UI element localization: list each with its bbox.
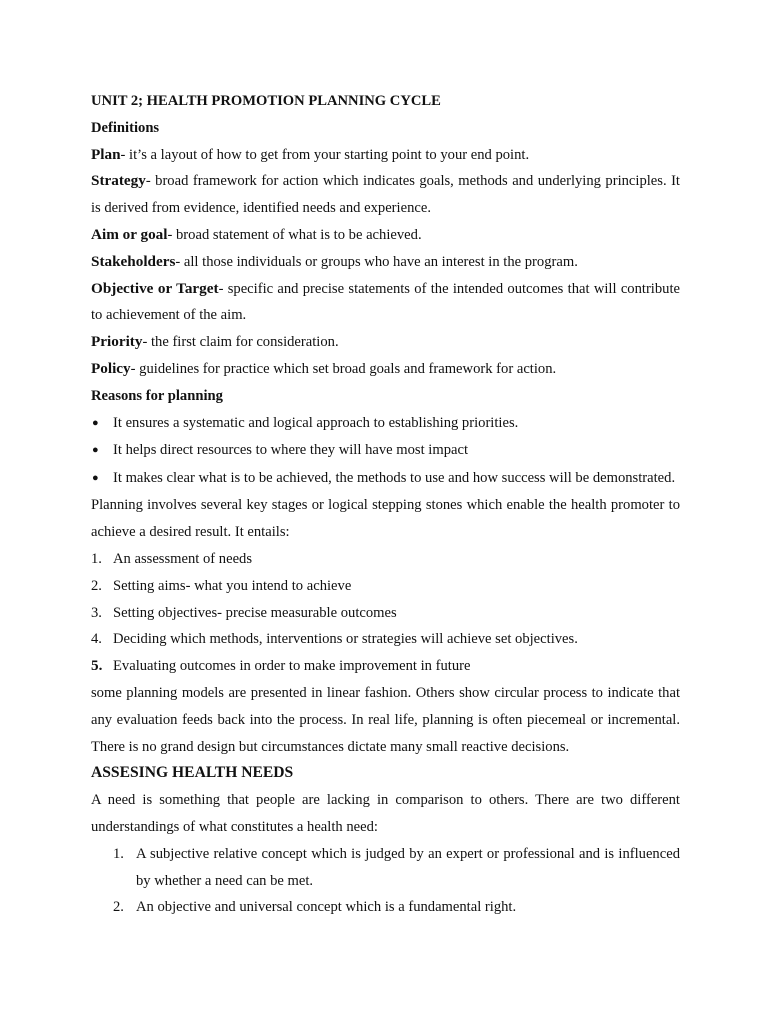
page-title: UNIT 2; HEALTH PROMOTION PLANNING CYCLE <box>91 93 441 109</box>
definition-text: - all those individuals or groups who have an interest in the program. <box>175 253 578 270</box>
needs-paragraph: A need is something that people are lacking in comparison to others. There are two different understandings of what constitutes a health need: <box>91 792 680 835</box>
definition-term: Policy <box>91 359 131 377</box>
models-paragraph: some planning models are presented in linear fashion. Others show circular process to indicate that any evaluation feeds back into the process. In real life, planning is often piecemeal or incremental. There is no grand design but circumstances dictate many small reactive decisions. <box>91 684 680 755</box>
definition-priority <box>91 329 680 356</box>
definition-term: Plan <box>91 145 121 163</box>
list-item <box>91 437 680 465</box>
needs-heading: ASSESING HEALTH NEEDS <box>91 764 294 782</box>
list-item-text: Evaluating outcomes in order to make improvement in future <box>113 658 471 675</box>
list-item <box>91 410 680 438</box>
list-number: 2. <box>113 899 124 916</box>
definition-text: - the first claim for consideration. <box>142 334 339 351</box>
definition-text: - it’s a layout of how to get from your starting point to your end point. <box>120 146 530 163</box>
definition-aim <box>91 222 680 249</box>
definition-term: Aim or goal <box>91 225 168 243</box>
stages-list <box>91 546 680 680</box>
list-item-text: Setting objectives- precise measurable outcomes <box>113 604 397 621</box>
list-item-text: An assessment of needs <box>113 550 253 567</box>
needs-list <box>91 841 680 921</box>
bullet-dot-icon: ● <box>92 471 99 484</box>
definitions-heading: Definitions <box>91 119 160 136</box>
list-item <box>91 546 680 573</box>
definition-stakeholders <box>91 249 680 276</box>
list-item-text: An objective and universal concept which is a fundamental right. <box>136 899 517 916</box>
planning-intro: Planning involves several key stages or logical stepping stones which enable the health promoter to achieve a desired result. It entails: <box>91 497 680 541</box>
list-item-text: Setting aims- what you intend to achieve <box>113 577 352 594</box>
reasons-heading: Reasons for planning <box>91 387 223 404</box>
list-item <box>91 626 680 653</box>
definition-text: - broad statement of what is to be achieved. <box>167 226 422 243</box>
definition-text: - broad framework for action which indicates goals, methods and underlying principles. It is derived from evidence, identified needs and experience. <box>91 173 680 217</box>
definition-text: - guidelines for practice which set broad goals and framework for action. <box>130 360 557 377</box>
bullet-dot-icon: ● <box>92 444 99 457</box>
list-number: 1. <box>91 550 102 567</box>
definition-term: Strategy <box>91 172 146 190</box>
list-item <box>91 600 680 627</box>
definition-strategy <box>91 168 680 222</box>
list-number: 4. <box>91 631 102 648</box>
reasons-list <box>91 410 680 493</box>
definition-objective <box>91 276 680 330</box>
list-item-text: It makes clear what is to be achieved, the methods to use and how success will be demonstrated. <box>113 469 676 486</box>
list-number: 2. <box>91 577 102 594</box>
list-number: 5. <box>91 657 103 675</box>
list-item-text: It helps direct resources to where they will have most impact <box>113 442 469 459</box>
list-number: 1. <box>113 845 124 862</box>
list-item-text: A subjective relative concept which is judged by an expert or professional and is influenced by whether a need can be met. <box>136 845 680 889</box>
list-item <box>91 573 680 600</box>
list-item <box>113 894 680 921</box>
definition-term: Objective or Target <box>91 279 219 297</box>
list-item-text: Deciding which methods, interventions or strategies will achieve set objectives. <box>113 631 578 648</box>
list-item <box>113 841 680 895</box>
definition-text: - specific and precise statements of the intended outcomes that will contribute to achievement of the aim. <box>91 280 680 324</box>
list-item <box>91 653 680 680</box>
list-item-text: It ensures a systematic and logical approach to establishing priorities. <box>113 414 519 431</box>
bullet-dot-icon: ● <box>92 416 99 429</box>
list-item <box>91 465 680 493</box>
definition-term: Priority <box>91 333 143 351</box>
definition-plan <box>91 142 680 169</box>
definition-policy <box>91 356 680 383</box>
definition-term: Stakeholders <box>91 252 176 270</box>
list-number: 3. <box>91 604 102 621</box>
